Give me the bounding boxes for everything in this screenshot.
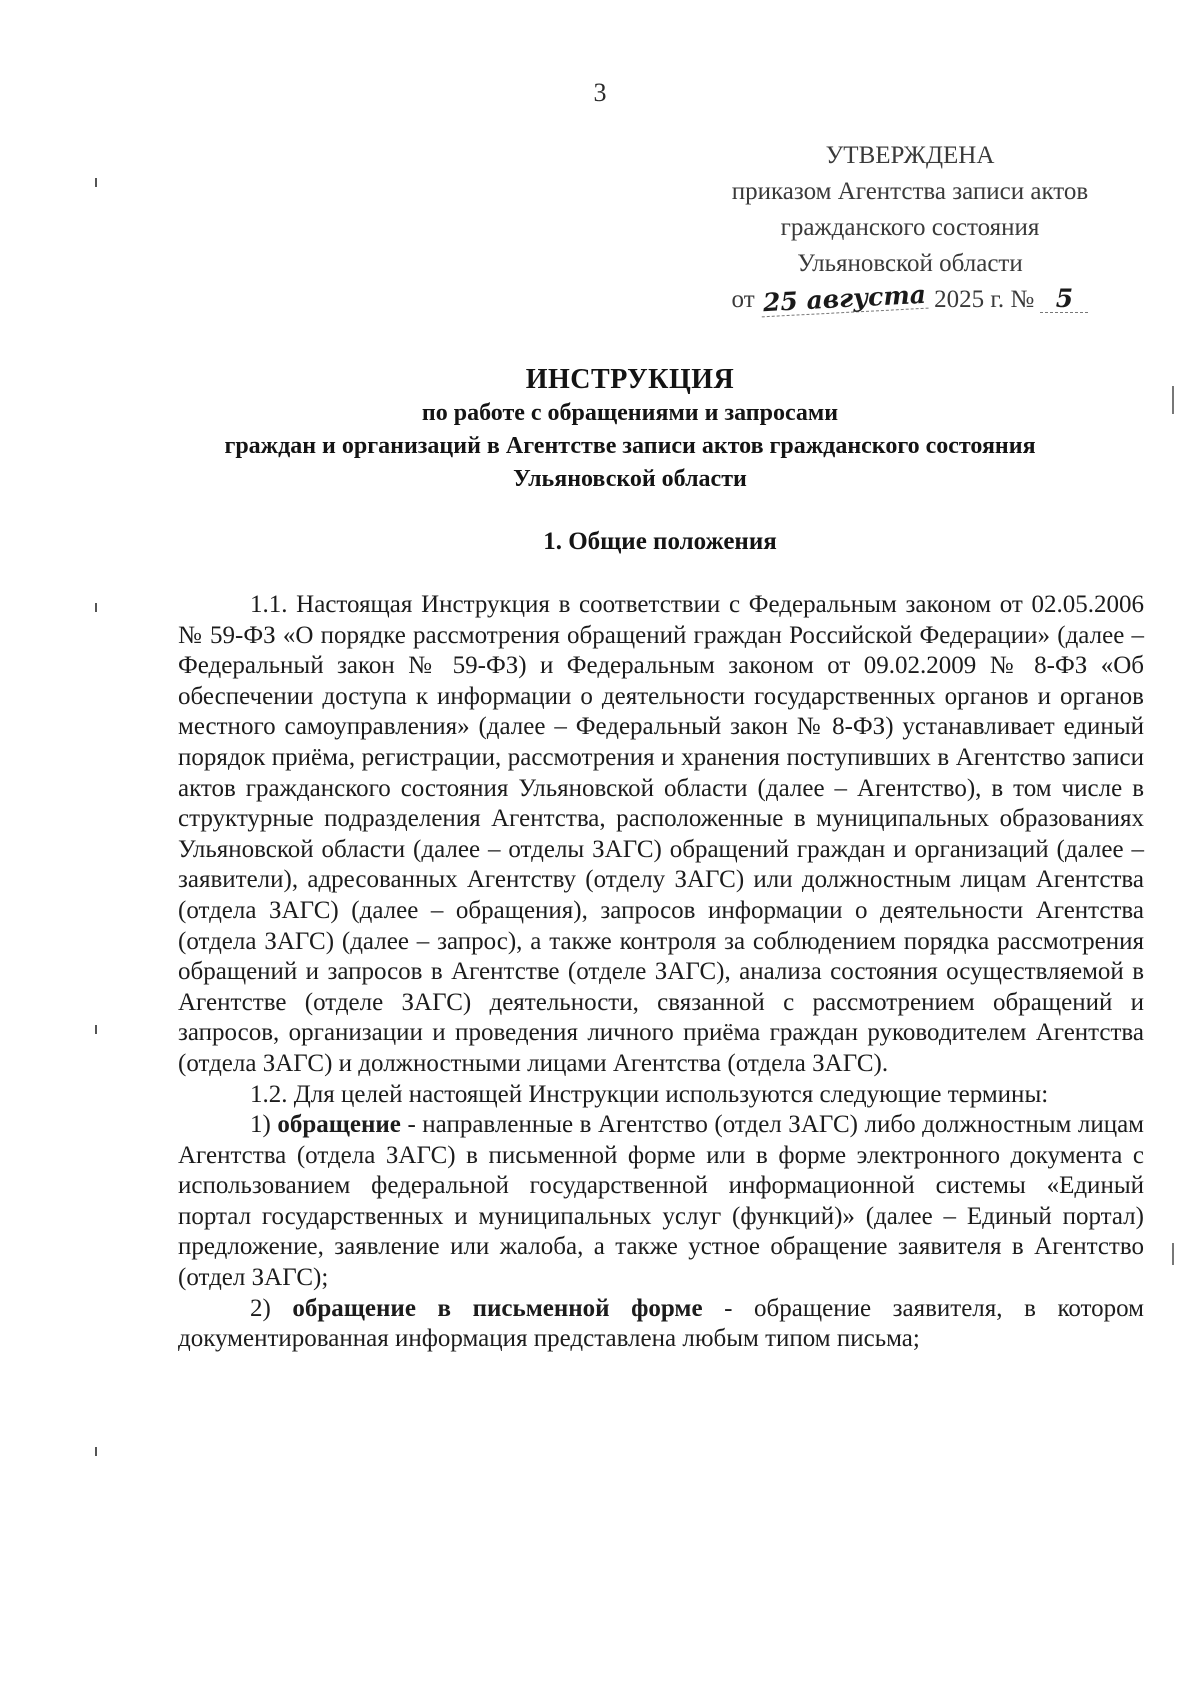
definition-item-2 — [178, 1294, 1144, 1355]
title-line: по работе с обращениями и запросами — [421, 400, 839, 426]
approval-line: гражданского состояния — [780, 214, 1040, 241]
defined-term: обращение в письменной форме — [292, 1294, 703, 1322]
definition-text: - обращение заявителя, в котором документированная информация представлена любым типом письма; — [178, 1294, 1144, 1353]
scan-edge-mark — [1172, 1243, 1174, 1265]
section-heading: 1. Общие положения — [543, 528, 777, 555]
margin-mark — [95, 178, 97, 187]
paragraph-1-2: 1.2. Для целей настоящей Инструкции используются следующие термины: — [250, 1080, 1049, 1108]
approval-line: приказом Агентства записи актов — [731, 178, 1089, 205]
date-prefix: от — [731, 286, 755, 313]
definition-text: - направленные в Агентство (отдел ЗАГС) либо должностным лицам Агентства (отдела ЗАГС) в письменной форме или в форме электронного документа с использованием федеральной государственной информационной системы «Единый портал государственных и муниципальных услуг (функций)» (далее – Единый портал) предложение, заявление или жалоба, а также устное обращение заявителя в Агентство (отдел ЗАГС); — [178, 1111, 1145, 1292]
approval-date-line — [700, 279, 1120, 318]
item-number: 1) — [250, 1111, 271, 1139]
definition-item-1 — [178, 1110, 1144, 1294]
scan-edge-mark — [1172, 386, 1174, 414]
handwritten-date: 25 августа — [762, 279, 927, 318]
paragraph-1-1: 1.1. Настоящая Инструкция в соответствии с Федеральным законом от 02.05.2006 № 59-ФЗ «О порядке рассмотрения обращений граждан Российской Федерации» (далее – Федеральный закон № 59-ФЗ) и Федеральным законом от 09.02.2009 № 8-ФЗ «Об обеспечении доступа к информации о деятельности государственных органов и органов местного самоуправления» (далее – Федеральный закон № 8-ФЗ) устанавливает единый порядок приёма, регистрации, рассмотрения и хранения поступивших в Агентство записи актов гражданского состояния Ульяновской области (далее – Агентство), в том числе в структурные подразделения Агентства, расположенные в муниципальных образованиях Ульяновской области (далее – отделы ЗАГС) обращений граждан и организаций (далее – заявители), адресованных Агентству (отделу ЗАГС) или должностным лицам Агентства (отдела ЗАГС) (далее – обращения), запросов информации о деятельности Агентства (отдела ЗАГС) (далее – запрос), а также контроля за соблюдением порядка рассмотрения обращений и запросов в Агентстве (отделе ЗАГС), анализа состояния осуществляемой в Агентстве (отделе ЗАГС) деятельности, связанной с рассмотрением обращений и запросов, организации и проведения личного приёма граждан руководителем Агентства (отдела ЗАГС) и должностными лицами Агентства (отдела ЗАГС). — [178, 591, 1144, 1077]
page-number: 3 — [593, 78, 607, 107]
defined-term: обращение — [277, 1111, 401, 1139]
handwritten-order-number: 5 — [1040, 286, 1088, 313]
title-line: граждан и организаций в Агентстве записи актов гражданского состояния — [224, 433, 1036, 459]
margin-mark — [95, 1447, 97, 1456]
date-suffix: 2025 г. № — [934, 286, 1035, 313]
approval-line: Ульяновской области — [797, 250, 1023, 277]
document-title — [0, 363, 1200, 496]
approval-stamp-block — [700, 138, 1120, 318]
approval-heading: УТВЕРЖДЕНА — [825, 142, 995, 169]
margin-mark — [95, 1025, 97, 1034]
title-line: Ульяновской области — [513, 466, 747, 492]
document-body — [178, 590, 1144, 1355]
item-number: 2) — [250, 1294, 271, 1322]
margin-mark — [95, 603, 97, 612]
title-main: ИНСТРУКЦИЯ — [525, 364, 735, 395]
